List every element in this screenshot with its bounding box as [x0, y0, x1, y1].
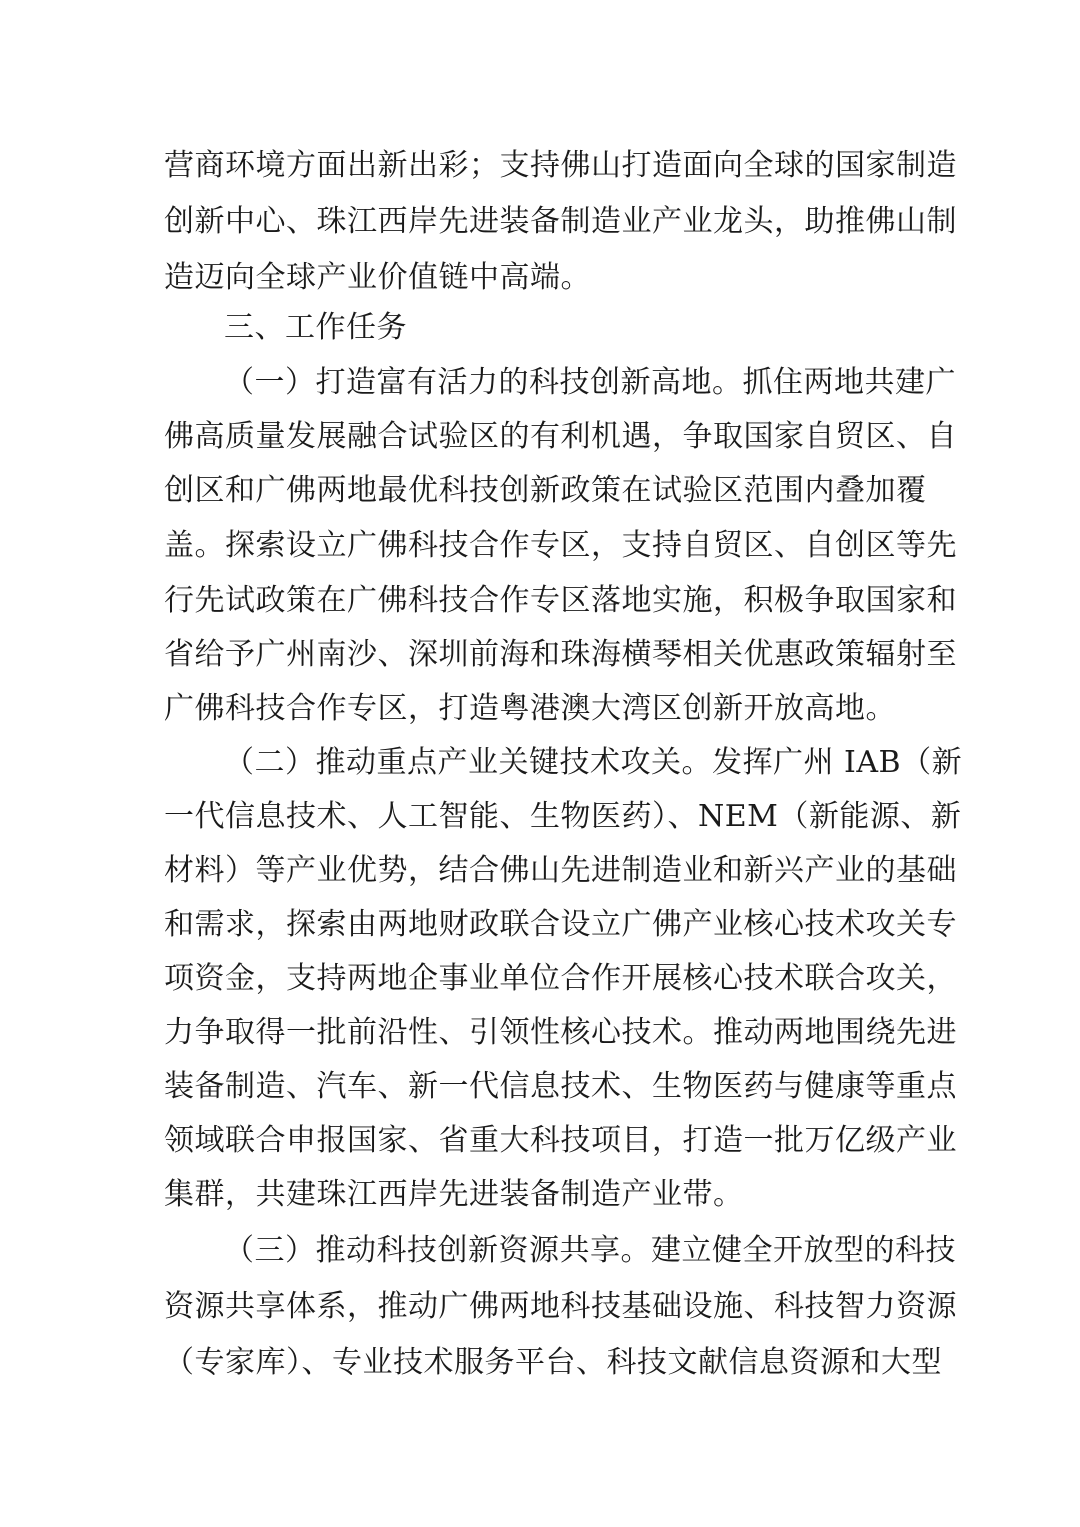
body-text-line: （一）打造富有活力的科技创新高地。抓住两地共建广 — [224, 365, 956, 400]
body-text-line: 佛高质量发展融合试验区的有利机遇，争取国家自贸区、自 — [164, 419, 957, 454]
body-text-line: 广佛科技合作专区，打造粤港澳大湾区创新开放高地。 — [164, 691, 896, 726]
section-heading: 三、工作任务 — [224, 310, 407, 345]
body-text-line: 装备制造、汽车、新一代信息技术、生物医药与健康等重点 — [164, 1069, 957, 1104]
body-text-line: （专家库）、专业技术服务平台、科技文献信息资源和大型 — [164, 1345, 942, 1380]
body-text-line: 力争取得一批前沿性、引领性核心技术。推动两地围绕先进 — [164, 1015, 957, 1050]
body-text-line: 材料）等产业优势，结合佛山先进制造业和新兴产业的基础 — [164, 853, 957, 888]
body-text-line: （二）推动重点产业关键技术攻关。发挥广州 IAB（新 — [224, 745, 963, 780]
body-text-line: （三）推动科技创新资源共享。建立健全开放型的科技 — [224, 1233, 956, 1268]
body-text-line: 领域联合申报国家、省重大科技项目，打造一批万亿级产业 — [164, 1123, 957, 1158]
body-text-line: 创区和广佛两地最优科技创新政策在试验区范围内叠加覆 — [164, 473, 927, 508]
body-text-line: 和需求，探索由两地财政联合设立广佛产业核心技术攻关专 — [164, 907, 957, 942]
body-text-line: 创新中心、珠江西岸先进装备制造业产业龙头，助推佛山制 — [164, 204, 957, 239]
body-text-line: 造迈向全球产业价值链中高端。 — [164, 260, 591, 295]
body-text-line: 盖。探索设立广佛科技合作专区，支持自贸区、自创区等先 — [164, 528, 957, 563]
body-text-line: 营商环境方面出新出彩；支持佛山打造面向全球的国家制造 — [164, 148, 957, 183]
body-text-line: 资源共享体系，推动广佛两地科技基础设施、科技智力资源 — [164, 1289, 957, 1324]
body-text-line: 行先试政策在广佛科技合作专区落地实施，积极争取国家和 — [164, 583, 957, 618]
body-text-line: 一代信息技术、人工智能、生物医药）、NEM（新能源、新 — [164, 799, 962, 834]
body-text-line: 项资金，支持两地企事业单位合作开展核心技术联合攻关， — [164, 961, 957, 996]
body-text-line: 省给予广州南沙、深圳前海和珠海横琴相关优惠政策辐射至 — [164, 637, 957, 672]
body-text-line: 集群，共建珠江西岸先进装备制造产业带。 — [164, 1177, 744, 1212]
